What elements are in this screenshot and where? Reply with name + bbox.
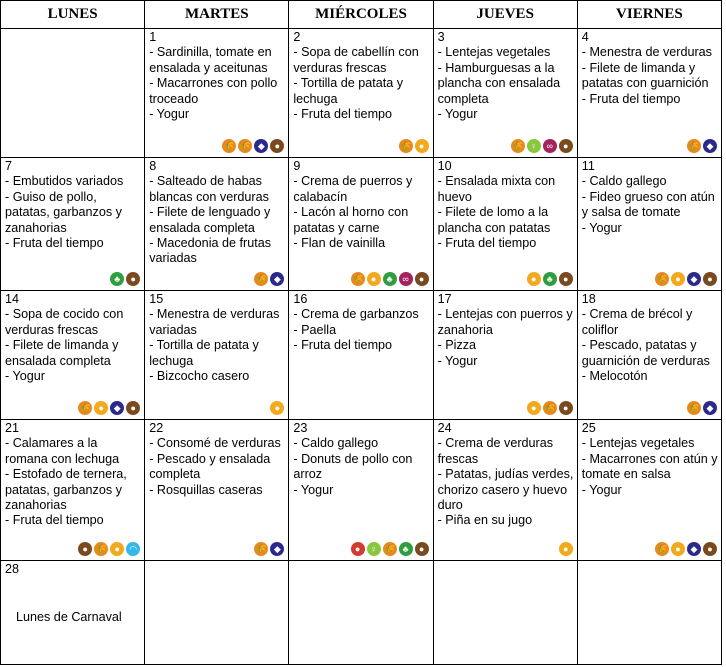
day-content bbox=[1, 561, 144, 664]
meal-item: - Macedonia de frutas variadas bbox=[149, 236, 271, 266]
day-number: 28 bbox=[5, 562, 20, 576]
day-cell bbox=[145, 158, 289, 291]
day-cell bbox=[577, 291, 721, 420]
meal-item: - Consomé de verduras bbox=[149, 436, 281, 451]
allergen-icons bbox=[270, 401, 284, 415]
gluten-icon: 🌾 bbox=[254, 542, 268, 556]
allergen-icons bbox=[399, 139, 429, 153]
peanut-icon: ● bbox=[351, 542, 365, 556]
day-cell bbox=[289, 158, 433, 291]
day-cell bbox=[577, 420, 721, 561]
day-cell bbox=[145, 29, 289, 158]
holiday-note: Lunes de Carnaval bbox=[16, 610, 122, 625]
meal-item: - Lentejas vegetales bbox=[437, 45, 551, 60]
gluten-icon: 🌾 bbox=[238, 139, 252, 153]
gluten-icon: 🌾 bbox=[655, 272, 669, 286]
egg-icon: ● bbox=[110, 542, 124, 556]
week-row bbox=[1, 291, 722, 420]
meal-item: - Caldo gallego bbox=[293, 436, 379, 451]
milk-icon: ● bbox=[559, 401, 573, 415]
gluten-icon: 🌾 bbox=[399, 139, 413, 153]
day-cell bbox=[577, 158, 721, 291]
day-cell bbox=[289, 561, 433, 665]
fish-icon: ◆ bbox=[270, 542, 284, 556]
celery-icon: ♣ bbox=[543, 272, 557, 286]
meal-item: - Tortilla de patata y lechuga bbox=[149, 338, 259, 368]
fish-icon: ◆ bbox=[703, 401, 717, 415]
fish-icon: ◆ bbox=[703, 139, 717, 153]
weekday-header-miercoles: MIÉRCOLES bbox=[289, 1, 433, 29]
day-cell bbox=[289, 420, 433, 561]
allergen-icons bbox=[351, 542, 429, 556]
day-content bbox=[434, 561, 577, 664]
day-content bbox=[1, 158, 144, 290]
day-cell bbox=[145, 420, 289, 561]
day-cell bbox=[433, 561, 577, 665]
day-cell bbox=[1, 561, 145, 665]
day-content bbox=[145, 420, 288, 560]
gluten-icon: 🌾 bbox=[78, 401, 92, 415]
egg-icon: ● bbox=[94, 401, 108, 415]
day-number: 7 bbox=[5, 159, 13, 173]
day-content bbox=[434, 29, 577, 157]
allergen-icons bbox=[78, 542, 140, 556]
day-content bbox=[289, 420, 432, 560]
meal-item: - Guiso de pollo, patatas, garbanzos y zanahorias bbox=[5, 189, 122, 235]
day-content bbox=[145, 29, 288, 157]
weekday-header-row bbox=[1, 1, 722, 29]
fish-icon: ◆ bbox=[270, 272, 284, 286]
week-row bbox=[1, 29, 722, 158]
week-row bbox=[1, 420, 722, 561]
meal-item: - Filete de limanda y patatas con guarnición bbox=[581, 60, 709, 91]
day-number: 3 bbox=[437, 30, 445, 44]
meal-item: - Salteado de habas blancas con verduras bbox=[149, 174, 269, 204]
allergen-icons bbox=[527, 272, 573, 286]
day-number: 8 bbox=[149, 159, 157, 173]
day-cell bbox=[577, 29, 721, 158]
meal-item: - Fruta del tiempo bbox=[5, 236, 104, 251]
celery-icon: ♣ bbox=[110, 272, 124, 286]
day-number: 11 bbox=[581, 159, 595, 173]
fish-icon: ◆ bbox=[110, 401, 124, 415]
day-number: 23 bbox=[293, 421, 308, 435]
weekday-header-jueves: JUEVES bbox=[433, 1, 577, 29]
day-number: 9 bbox=[293, 159, 301, 173]
meal-item: - Yogur bbox=[5, 369, 45, 384]
egg-icon: ● bbox=[415, 139, 429, 153]
gluten-icon: 🌾 bbox=[222, 139, 236, 153]
meal-item: - Filete de lomo a la plancha con patatas bbox=[437, 205, 551, 235]
gluten-icon: 🌾 bbox=[94, 542, 108, 556]
meal-item: - Fruta del tiempo bbox=[293, 107, 393, 122]
day-number: 17 bbox=[437, 292, 452, 306]
allergen-icons bbox=[687, 139, 717, 153]
day-number: 10 bbox=[437, 159, 452, 173]
day-number: 14 bbox=[5, 292, 20, 306]
milk-icon: ● bbox=[270, 139, 284, 153]
day-content bbox=[578, 291, 721, 419]
day-content bbox=[289, 561, 432, 664]
gluten-icon: 🌾 bbox=[383, 542, 397, 556]
week-row bbox=[1, 158, 722, 291]
meal-item: - Pizza bbox=[437, 338, 477, 353]
meal-item: - Fruta del tiempo bbox=[437, 236, 537, 251]
allergen-icons bbox=[655, 272, 717, 286]
gluten-icon: 🌾 bbox=[254, 272, 268, 286]
weekday-header-viernes: VIERNES bbox=[577, 1, 721, 29]
meal-item: - Sardinilla, tomate en ensalada y aceitunas bbox=[149, 45, 272, 75]
meal-item: - Crema de puerros y calabacín bbox=[293, 174, 413, 204]
meal-item: - Patatas, judías verdes, chorizo casero y huevo duro bbox=[437, 467, 574, 513]
milk-icon: ● bbox=[703, 542, 717, 556]
allergen-icons bbox=[222, 139, 284, 153]
allergen-icons bbox=[254, 542, 284, 556]
gluten-icon: 🌾 bbox=[543, 401, 557, 415]
day-number: 25 bbox=[581, 421, 596, 435]
meal-item: - Estofado de ternera, patatas, garbanzos y zanahorias bbox=[5, 467, 127, 513]
day-content bbox=[289, 158, 432, 290]
day-cell bbox=[433, 291, 577, 420]
egg-icon: ● bbox=[527, 272, 541, 286]
day-cell bbox=[145, 561, 289, 665]
egg-icon: ● bbox=[367, 272, 381, 286]
meal-item: - Rosquillas caseras bbox=[149, 482, 263, 497]
day-content bbox=[1, 420, 144, 560]
day-content bbox=[434, 158, 577, 290]
allergen-icons bbox=[687, 401, 717, 415]
fish-icon: ◆ bbox=[254, 139, 268, 153]
meal-item: - Hamburguesas a la plancha con ensalada completa bbox=[437, 60, 561, 106]
day-content bbox=[578, 561, 721, 664]
allergen-icons bbox=[351, 272, 429, 286]
meal-item: - Yogur bbox=[437, 353, 478, 368]
meal-item: - Crema de brécol y coliflor bbox=[581, 307, 693, 337]
meal-item: - Filete de lenguado y ensalada completa bbox=[149, 205, 271, 235]
day-content bbox=[578, 158, 721, 290]
milk-icon: ● bbox=[559, 272, 573, 286]
meal-item: - Fruta del tiempo bbox=[5, 513, 104, 528]
day-content bbox=[145, 561, 288, 664]
day-cell bbox=[289, 29, 433, 158]
gluten-icon: 🌾 bbox=[511, 139, 525, 153]
meal-item: - Sopa de cabellín con verduras frescas bbox=[293, 45, 419, 75]
day-content bbox=[1, 29, 144, 157]
meal-item: - Piña en su jugo bbox=[437, 513, 533, 528]
day-cell bbox=[1, 29, 145, 158]
meal-item: - Yogur bbox=[581, 482, 622, 497]
meal-item: - Fruta del tiempo bbox=[581, 91, 681, 106]
celery-icon: ♣ bbox=[383, 272, 397, 286]
gluten-icon: 🌾 bbox=[687, 401, 701, 415]
fish-icon: ◆ bbox=[687, 542, 701, 556]
day-cell bbox=[1, 291, 145, 420]
day-content bbox=[289, 291, 432, 419]
day-content bbox=[145, 291, 288, 419]
allergen-icons bbox=[110, 272, 140, 286]
weekday-header-martes: MARTES bbox=[145, 1, 289, 29]
meal-item: - Flan de vainilla bbox=[293, 236, 386, 251]
day-cell bbox=[433, 158, 577, 291]
celery-icon: ♣ bbox=[399, 542, 413, 556]
milk-icon: ● bbox=[126, 272, 140, 286]
meal-item: - Crema de garbanzos bbox=[293, 307, 419, 322]
day-content bbox=[289, 29, 432, 157]
day-cell bbox=[577, 561, 721, 665]
day-content bbox=[434, 420, 577, 560]
day-number: 21 bbox=[5, 421, 20, 435]
meal-item: - Crema de verduras frescas bbox=[437, 436, 554, 466]
meal-item: - Fideo grueso con atún y salsa de tomate bbox=[581, 189, 715, 220]
allergen-icons bbox=[527, 401, 573, 415]
meal-item: - Sopa de cocido con verduras frescas bbox=[5, 307, 124, 337]
meal-item: - Pescado, patatas y guarnición de verduras bbox=[581, 338, 710, 368]
gluten-icon: 🌾 bbox=[655, 542, 669, 556]
meal-item: - Paella bbox=[293, 322, 337, 337]
egg-icon: ● bbox=[671, 542, 685, 556]
gluten-icon: 🌾 bbox=[687, 139, 701, 153]
day-cell bbox=[433, 29, 577, 158]
meal-item: - Menestra de verduras variadas bbox=[149, 307, 280, 337]
meal-item: - Yogur bbox=[581, 220, 622, 235]
day-number: 24 bbox=[437, 421, 452, 435]
day-content bbox=[578, 29, 721, 157]
meal-item: - Fruta del tiempo bbox=[293, 338, 393, 353]
day-number: 2 bbox=[293, 30, 301, 44]
day-cell bbox=[289, 291, 433, 420]
meal-item: - Lentejas vegetales bbox=[581, 436, 695, 451]
meal-item: - Embutidos variados bbox=[5, 174, 124, 189]
day-content bbox=[145, 158, 288, 290]
allergen-icons bbox=[655, 542, 717, 556]
allergen-icons bbox=[559, 542, 573, 556]
meal-item: - Lentejas con puerros y zanahoria bbox=[437, 307, 573, 337]
meal-item: - Tortilla de patata y lechuga bbox=[293, 76, 404, 106]
day-number: 15 bbox=[149, 292, 164, 306]
week-row bbox=[1, 561, 722, 665]
day-cell bbox=[1, 158, 145, 291]
day-cell bbox=[1, 420, 145, 561]
meal-item: - Bizcocho casero bbox=[149, 369, 250, 384]
day-content bbox=[434, 291, 577, 419]
allergen-icons bbox=[78, 401, 140, 415]
meal-item: - Macarrones con atún y tomate en salsa bbox=[581, 451, 718, 482]
meal-item: - Yogur bbox=[149, 107, 190, 122]
day-content bbox=[1, 291, 144, 419]
day-number: 16 bbox=[293, 292, 308, 306]
milk-icon: ● bbox=[415, 542, 429, 556]
milk-icon: ● bbox=[126, 401, 140, 415]
allergen-icons bbox=[511, 139, 573, 153]
meal-item: - Menestra de verduras bbox=[581, 45, 712, 60]
meal-item: - Calamares a la romana con lechuga bbox=[5, 436, 120, 466]
meal-item: - Donuts de pollo con arroz bbox=[293, 451, 413, 482]
egg-icon: ● bbox=[671, 272, 685, 286]
allergen-icons bbox=[254, 272, 284, 286]
meal-item: - Melocotón bbox=[581, 369, 648, 384]
meal-item: - Ensalada mixta con huevo bbox=[437, 174, 556, 204]
day-number: 1 bbox=[149, 30, 157, 44]
milk-icon: ● bbox=[559, 139, 573, 153]
egg-icon: ● bbox=[559, 542, 573, 556]
day-number: 18 bbox=[581, 292, 596, 306]
meal-item: - Yogur bbox=[293, 482, 334, 497]
milk-icon: ● bbox=[703, 272, 717, 286]
mustard-icon: ♀ bbox=[367, 542, 381, 556]
gluten-icon: 🌾 bbox=[351, 272, 365, 286]
milk-icon: ● bbox=[78, 542, 92, 556]
meal-item: - Caldo gallego bbox=[581, 174, 667, 189]
soy-icon: ∞ bbox=[543, 139, 557, 153]
meal-item: - Yogur bbox=[437, 107, 478, 122]
meal-item: - Macarrones con pollo troceado bbox=[149, 76, 278, 106]
egg-icon: ● bbox=[270, 401, 284, 415]
weekday-header-lunes: LUNES bbox=[1, 1, 145, 29]
mollusc-icon: ◠ bbox=[126, 542, 140, 556]
day-content bbox=[578, 420, 721, 560]
day-cell bbox=[433, 420, 577, 561]
meal-item: - Filete de limanda y ensalada completa bbox=[5, 338, 119, 368]
egg-icon: ● bbox=[527, 401, 541, 415]
day-cell bbox=[145, 291, 289, 420]
day-number: 4 bbox=[581, 30, 589, 44]
soy-icon: ∞ bbox=[399, 272, 413, 286]
meal-item: - Pescado y ensalada completa bbox=[149, 451, 271, 482]
fish-icon: ◆ bbox=[687, 272, 701, 286]
meal-item: - Lacón al horno con patatas y carne bbox=[293, 205, 409, 235]
milk-icon: ● bbox=[415, 272, 429, 286]
day-number: 22 bbox=[149, 421, 164, 435]
mustard-icon: ♀ bbox=[527, 139, 541, 153]
